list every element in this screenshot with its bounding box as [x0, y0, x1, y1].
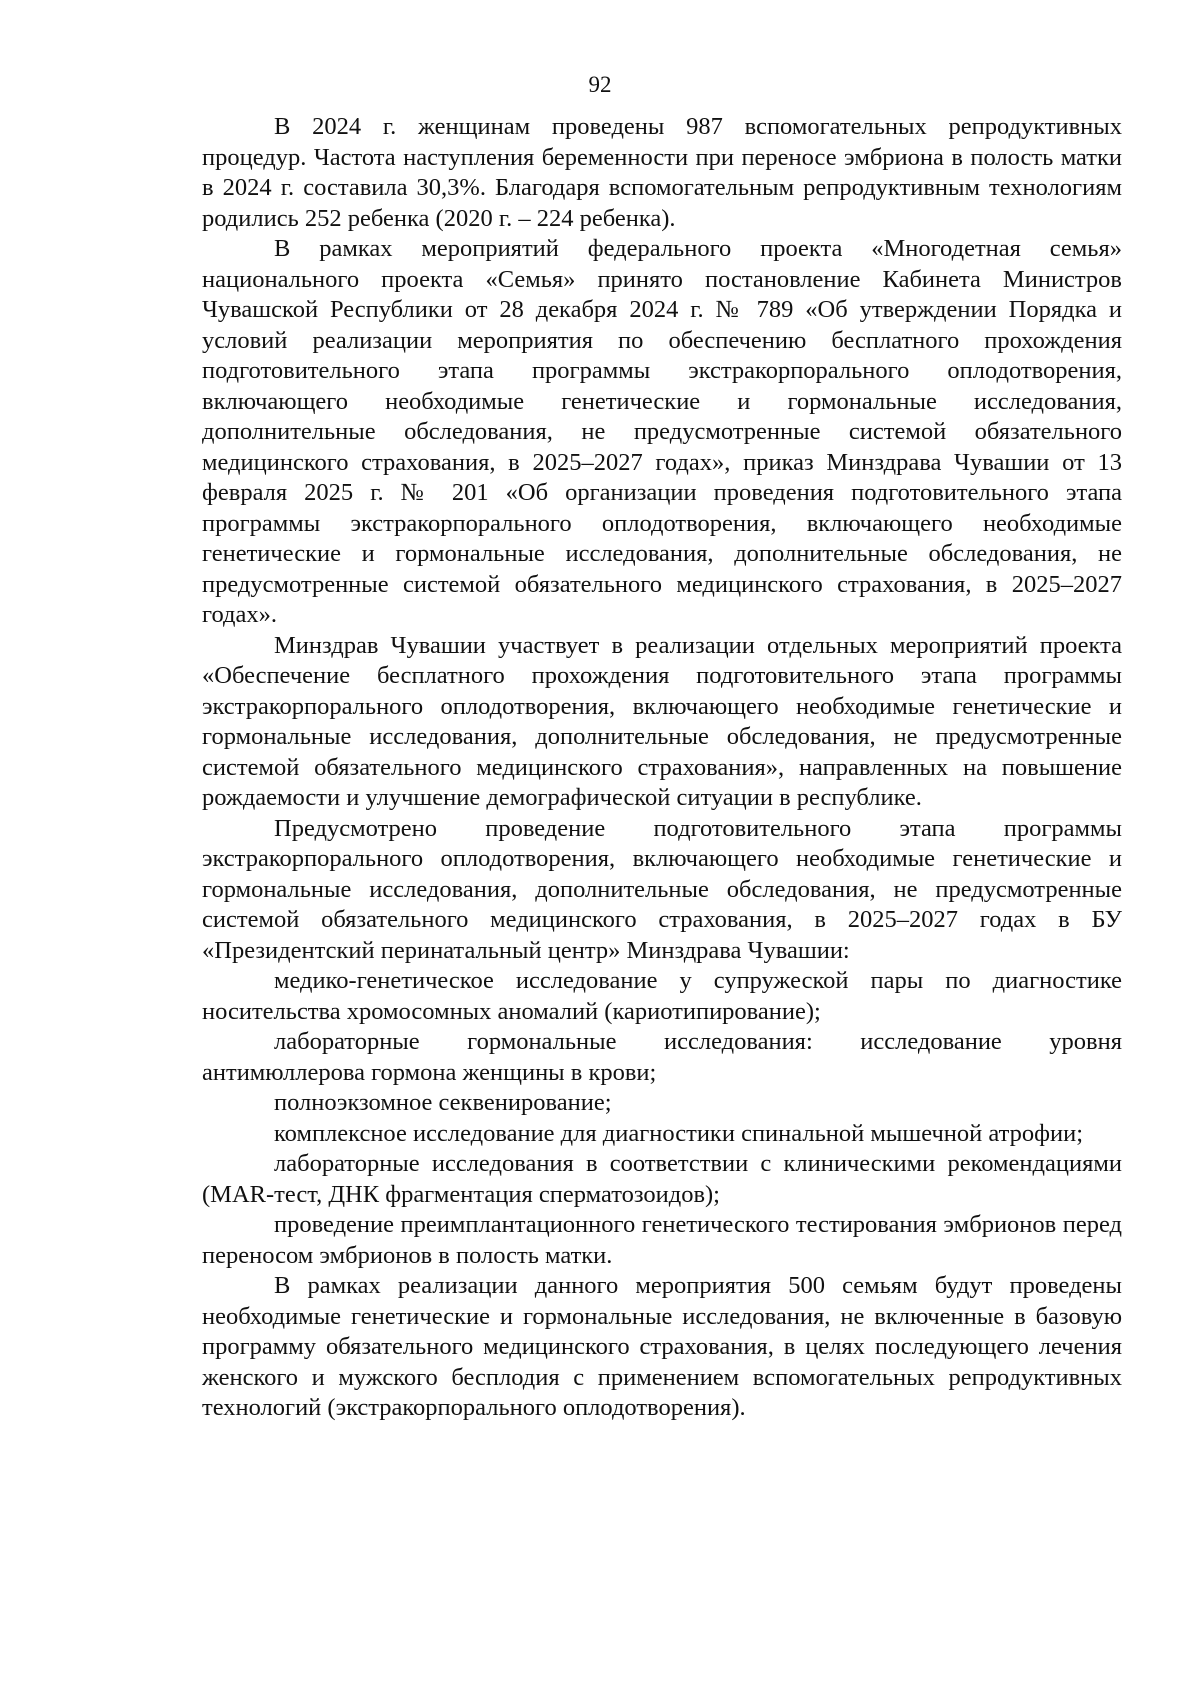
paragraph-ivf-statistics: В 2024 г. женщинам проведены 987 вспомогательных репродуктивных процедур. Частота наступления беременности при переносе эмбриона в полость матки в 2024 г. составила 30,3%. Благодаря вспомогательным репродуктивным технологиям родились 252 ребенка (2020 г. – 224 ребенка). [202, 113, 1122, 232]
list-item-exome-sequencing: полноэкзомное секвенирование; [274, 1089, 612, 1116]
paragraph-ministry-participation: Минздрав Чувашии участвует в реализации отдельных мероприятий проекта «Обеспечение бесплатного прохождения подготовительного этапа программы экстракорпорального оплодотворения, включающего необходимые генетические и гормональные исследования, дополнительные обследования, не предусмотренные системой обязательного медицинского страхования», направленных на повышение рождаемости и улучшение демографической ситуации в республике. [202, 631, 1122, 811]
page-number: 92 [588, 72, 612, 97]
paragraph-500-families: В рамках реализации данного мероприятия 500 семьям будут проведены необходимые генетические и гормональные исследования, не включенные в базовую программу обязательного медицинского страхования, в целях последующего лечения женского и мужского бесплодия с применением вспомогательных репродуктивных технологий (экстракорпорального оплодотворения). [202, 1272, 1122, 1421]
paragraph-preparatory-stage: Предусмотрено проведение подготовительного этапа программы экстракорпорального оплодотворения, включающего необходимые генетические и гормональные исследования, дополнительные обследования, не предусмотренные системой обязательного медицинского страхования, в 2025–2027 годах в БУ «Президентский перинатальный центр» Минздрава Чувашии: [202, 814, 1122, 964]
paragraph-federal-project: В рамках мероприятий федерального проекта «Многодетная семья» национального проекта «Семья» принято постановление Кабинета Министров Чувашской Республики от 28 декабря 2024 г. № 789 «Об утверждении Порядка и условий реализации мероприятия по обеспечению бесплатного прохождения подготовительного этапа программы экстракорпорального оплодотворения, включающего необходимые генетические и гормональные исследования, дополнительные обследования, не предусмотренные системой обязательного медицинского страхования, в 2025–2027 годах», приказ Минздрава Чувашии от 13 февраля 2025 г. № 201 «Об организации проведения подготовительного этапа программы экстракорпорального оплодотворения, включающего необходимые генетические и гормональные исследования, дополнительные обследования, не предусмотренные системой обязательного медицинского страхования, в 2025–2027 годах». [202, 235, 1122, 628]
document-body [202, 112, 1122, 1424]
list-item-hormonal-tests: лабораторные гормональные исследования: исследование уровня антимюллерова гормона женщины в крови; [202, 1028, 1122, 1086]
list-item-sma-diagnostics: комплексное исследование для диагностики спинальной мышечной атрофии; [274, 1119, 1084, 1147]
list-item-pgt: проведение преимплантационного генетического тестирования эмбрионов перед переносом эмбрионов в полость матки. [202, 1211, 1122, 1269]
list-item-lab-tests: лабораторные исследования в соответствии с клиническими рекомендациями (MAR-тест, ДНК фрагментация сперматозоидов); [202, 1150, 1122, 1208]
list-item-karyotyping: медико-генетическое исследование у супружеской пары по диагностике носительства хромосомных аномалий (кариотипирование); [202, 967, 1122, 1025]
